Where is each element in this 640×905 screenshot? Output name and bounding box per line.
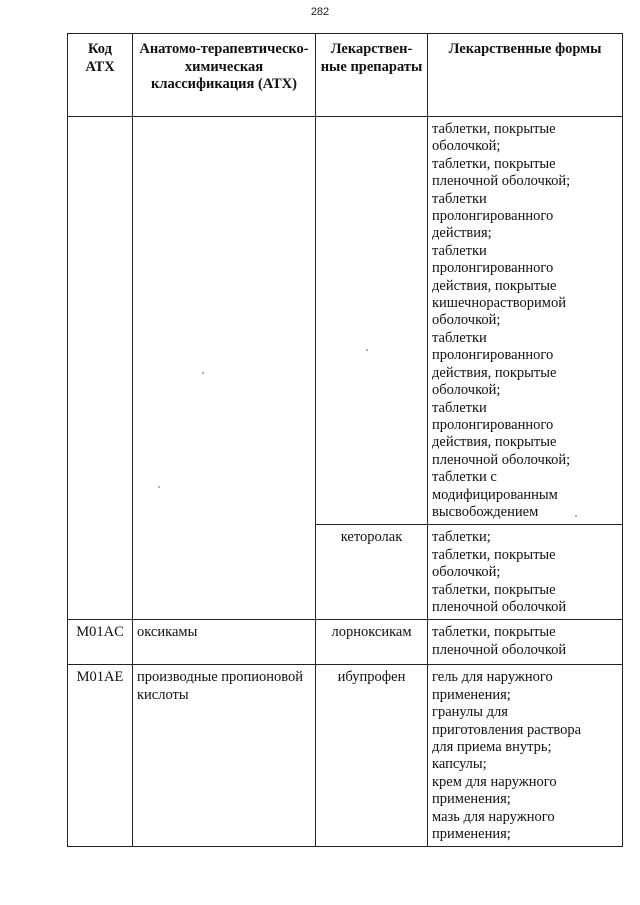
dosage-form-line: модифицированным [432,486,558,503]
table-header-row [68,34,623,117]
dosage-form-line: оболочкой; [432,564,501,581]
scan-speck [202,372,204,374]
dosage-form-line: капсулы; [432,756,487,773]
dosage-form-line: таблетки [432,242,487,259]
cell-forms [428,620,623,665]
dosage-form-line: действия, покрытые [432,277,557,294]
dosage-form-line: применения; [432,826,511,843]
dosage-form-line: оболочкой; [432,138,501,155]
cell-classification: оксикамы [133,620,316,665]
dosage-form-line: для приема внутрь; [432,739,552,755]
dosage-form-line: пленочной оболочкой [432,641,567,658]
dosage-form-line: таблетки [432,329,487,346]
cell-classification [133,117,316,620]
table-row [68,665,623,847]
dosage-form-line: оболочкой; [432,312,501,329]
dosage-form-line: таблетки; [432,529,491,546]
dosage-form-line: таблетки, покрытые [432,121,556,137]
dosage-form-line: таблетки [432,190,487,207]
dosage-form-line: действия, покрытые [432,434,557,451]
dosage-form-line: пленочной оболочкой; [432,173,571,190]
dosage-form-line: оболочкой; [432,382,501,399]
cell-forms [428,665,623,847]
cell-drug: лорноксикам [316,620,428,665]
cell-drug [316,117,428,525]
scan-speck [366,349,368,351]
dosage-form-line: таблетки с [432,469,497,486]
dosage-form-line: приготовления раствора [432,721,582,738]
dosage-form-line: пролонгированного [432,347,554,364]
header-classification: Анатомо-терапевтическо-химическая классификация (АТХ) [133,34,316,117]
scan-speck [575,515,577,517]
cell-code [68,117,133,620]
cell-code: M01AC [68,620,133,665]
dosage-form-line: гранулы для [432,704,508,721]
dosage-form-line: таблетки, покрытые [432,581,556,598]
cell-forms [428,117,623,525]
dosage-form-line: действия, покрытые [432,364,557,381]
scan-speck [158,486,160,488]
dosage-form-line: гель для наружного [432,669,553,686]
cell-drug: кеторолак [316,525,428,620]
cell-drug: ибупрофен [316,665,428,847]
dosage-form-line: пленочной оболочкой [432,598,567,615]
cell-classification: производные пропионовой кислоты [133,665,316,847]
dosage-form-line: действия; [432,225,492,242]
dosage-form-line: пролонгированного [432,416,554,433]
table-row [68,620,623,665]
header-drugs: Лекарствен-ные препараты [316,34,428,117]
table-row [68,117,623,525]
cell-forms [428,525,623,620]
cell-code: M01AE [68,665,133,847]
dosage-form-line: таблетки, покрытые [432,155,556,172]
dosage-form-line: крем для наружного [432,773,557,790]
dosage-form-line: пролонгированного [432,260,554,277]
dosage-form-line: таблетки [432,399,487,416]
atc-drug-table [67,33,623,847]
dosage-form-line: таблетки, покрытые [432,624,556,641]
header-forms: Лекарственные формы [428,34,623,117]
dosage-form-line: таблетки, покрытые [432,546,556,563]
dosage-form-line: мазь для наружного [432,808,555,825]
dosage-form-line: пролонгированного [432,208,554,225]
dosage-form-line: пленочной оболочкой; [432,451,571,468]
dosage-form-line: кишечнорастворимой [432,295,566,312]
page-number: 282 [310,6,330,18]
dosage-form-line: применения; [432,686,511,703]
dosage-form-line: высвобождением [432,503,539,520]
header-code: Код АТХ [68,34,133,117]
dosage-form-line: применения; [432,791,511,808]
